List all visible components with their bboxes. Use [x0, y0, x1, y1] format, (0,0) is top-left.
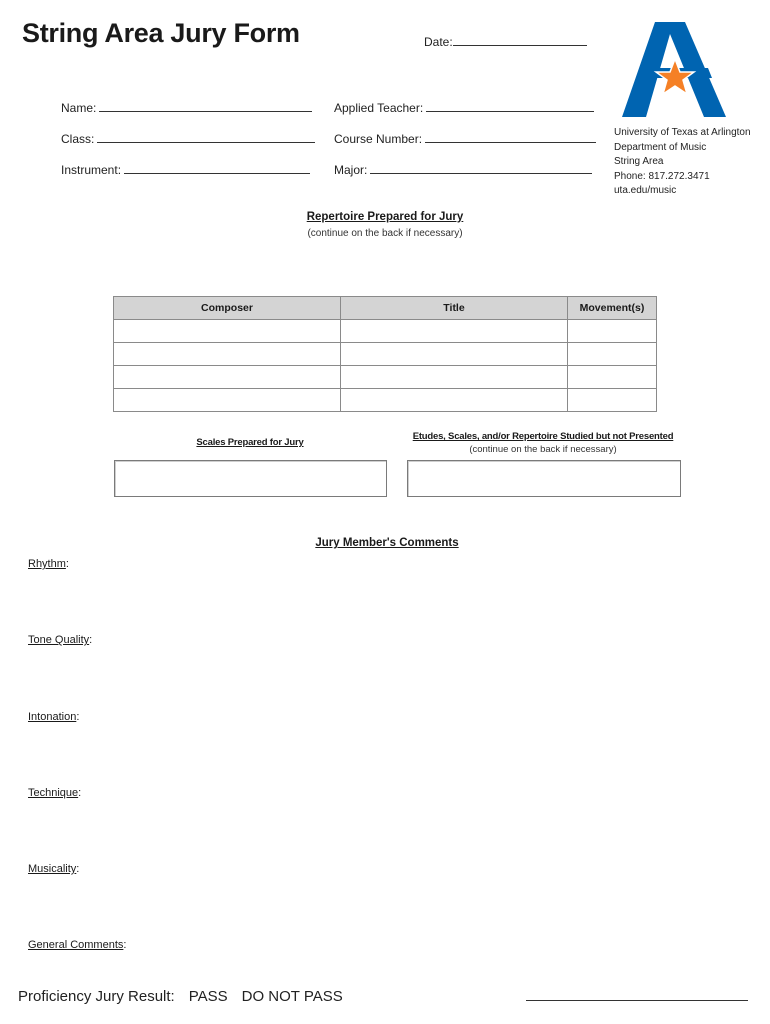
table-header-row	[114, 297, 657, 320]
proficiency-result	[18, 988, 357, 1005]
title-cell[interactable]	[341, 366, 568, 389]
address-line: Phone: 817.272.3471	[614, 170, 710, 182]
etudes-heading: Etudes, Scales, and/or Repertoire Studied but not Presented	[412, 431, 674, 442]
table-row	[114, 343, 657, 366]
address-block	[614, 126, 751, 199]
signature-line[interactable]	[526, 1000, 748, 1001]
composer-cell[interactable]	[114, 389, 341, 412]
etudes-box[interactable]	[407, 460, 681, 497]
date-line[interactable]	[453, 34, 587, 46]
composer-cell[interactable]	[114, 320, 341, 343]
table-row	[114, 320, 657, 343]
table-row	[114, 389, 657, 412]
title-cell[interactable]	[341, 389, 568, 412]
comment-technique[interactable]	[28, 787, 81, 799]
comment-colon: :	[123, 939, 127, 951]
instrument-line[interactable]	[124, 162, 310, 174]
comment-label: Musicality	[28, 863, 77, 875]
name-label: Name:	[61, 101, 97, 115]
comment-label: Technique	[28, 787, 79, 799]
repertoire-table	[113, 296, 657, 412]
comments-heading: Jury Member's Comments	[315, 537, 459, 549]
title-cell[interactable]	[341, 320, 568, 343]
composer-cell[interactable]	[114, 343, 341, 366]
instrument-label: Instrument:	[61, 163, 122, 177]
date-field[interactable]	[424, 34, 587, 49]
movements-cell[interactable]	[568, 389, 657, 412]
address-line: String Area	[614, 156, 664, 167]
comment-tone-quality[interactable]	[28, 634, 92, 646]
movements-cell[interactable]	[568, 343, 657, 366]
comment-label: Intonation	[28, 711, 77, 723]
movements-cell[interactable]	[568, 366, 657, 389]
comment-label: Tone Quality	[28, 634, 90, 646]
course-number-field[interactable]	[334, 131, 596, 146]
column-header-movements: Movement(s)	[568, 297, 657, 320]
repertoire-note: (continue on the back if necessary)	[307, 228, 463, 239]
column-header-title: Title	[341, 297, 568, 320]
composer-cell[interactable]	[114, 366, 341, 389]
etudes-note: (continue on the back if necessary)	[469, 444, 617, 455]
movements-cell[interactable]	[568, 320, 657, 343]
instrument-field[interactable]	[61, 162, 310, 177]
comment-colon: :	[78, 787, 82, 799]
address-line: Department of Music	[614, 141, 707, 153]
major-field[interactable]	[334, 162, 592, 177]
column-header-composer: Composer	[114, 297, 341, 320]
applied-teacher-line[interactable]	[426, 100, 594, 112]
course-number-line[interactable]	[425, 131, 596, 143]
comment-label: Rhythm	[28, 558, 66, 570]
comment-general[interactable]	[28, 939, 126, 951]
address-line: uta.edu/music	[614, 185, 677, 196]
comment-label: General Comments	[28, 939, 124, 951]
repertoire-heading: Repertoire Prepared for Jury	[306, 211, 464, 223]
result-label: Proficiency Jury Result:	[18, 988, 175, 1005]
name-line[interactable]	[99, 100, 312, 112]
comment-colon: :	[65, 558, 69, 570]
major-line[interactable]	[370, 162, 592, 174]
comment-colon: :	[76, 711, 80, 723]
uta-logo-icon	[622, 22, 728, 118]
comment-musicality[interactable]	[28, 863, 79, 875]
comment-colon: :	[76, 863, 80, 875]
course-number-label: Course Number:	[334, 132, 423, 146]
applied-teacher-label: Applied Teacher:	[334, 101, 424, 115]
result-do-not-pass-option[interactable]: DO NOT PASS	[241, 988, 343, 1005]
scales-box[interactable]	[114, 460, 387, 497]
table-row	[114, 366, 657, 389]
title-cell[interactable]	[341, 343, 568, 366]
class-line[interactable]	[97, 131, 315, 143]
scales-heading: Scales Prepared for Jury	[196, 437, 304, 448]
comment-intonation[interactable]	[28, 711, 79, 723]
date-label: Date:	[424, 35, 453, 49]
comment-rhythm[interactable]	[28, 558, 69, 570]
result-pass-option[interactable]: PASS	[188, 988, 228, 1005]
major-label: Major:	[334, 163, 368, 177]
class-field[interactable]	[61, 131, 315, 146]
comment-colon: :	[89, 634, 93, 646]
applied-teacher-field[interactable]	[334, 100, 594, 115]
address-line: University of Texas at Arlington	[614, 127, 751, 138]
form-title: String Area Jury Form	[22, 18, 300, 48]
name-field[interactable]	[61, 100, 312, 115]
class-label: Class:	[61, 132, 95, 146]
